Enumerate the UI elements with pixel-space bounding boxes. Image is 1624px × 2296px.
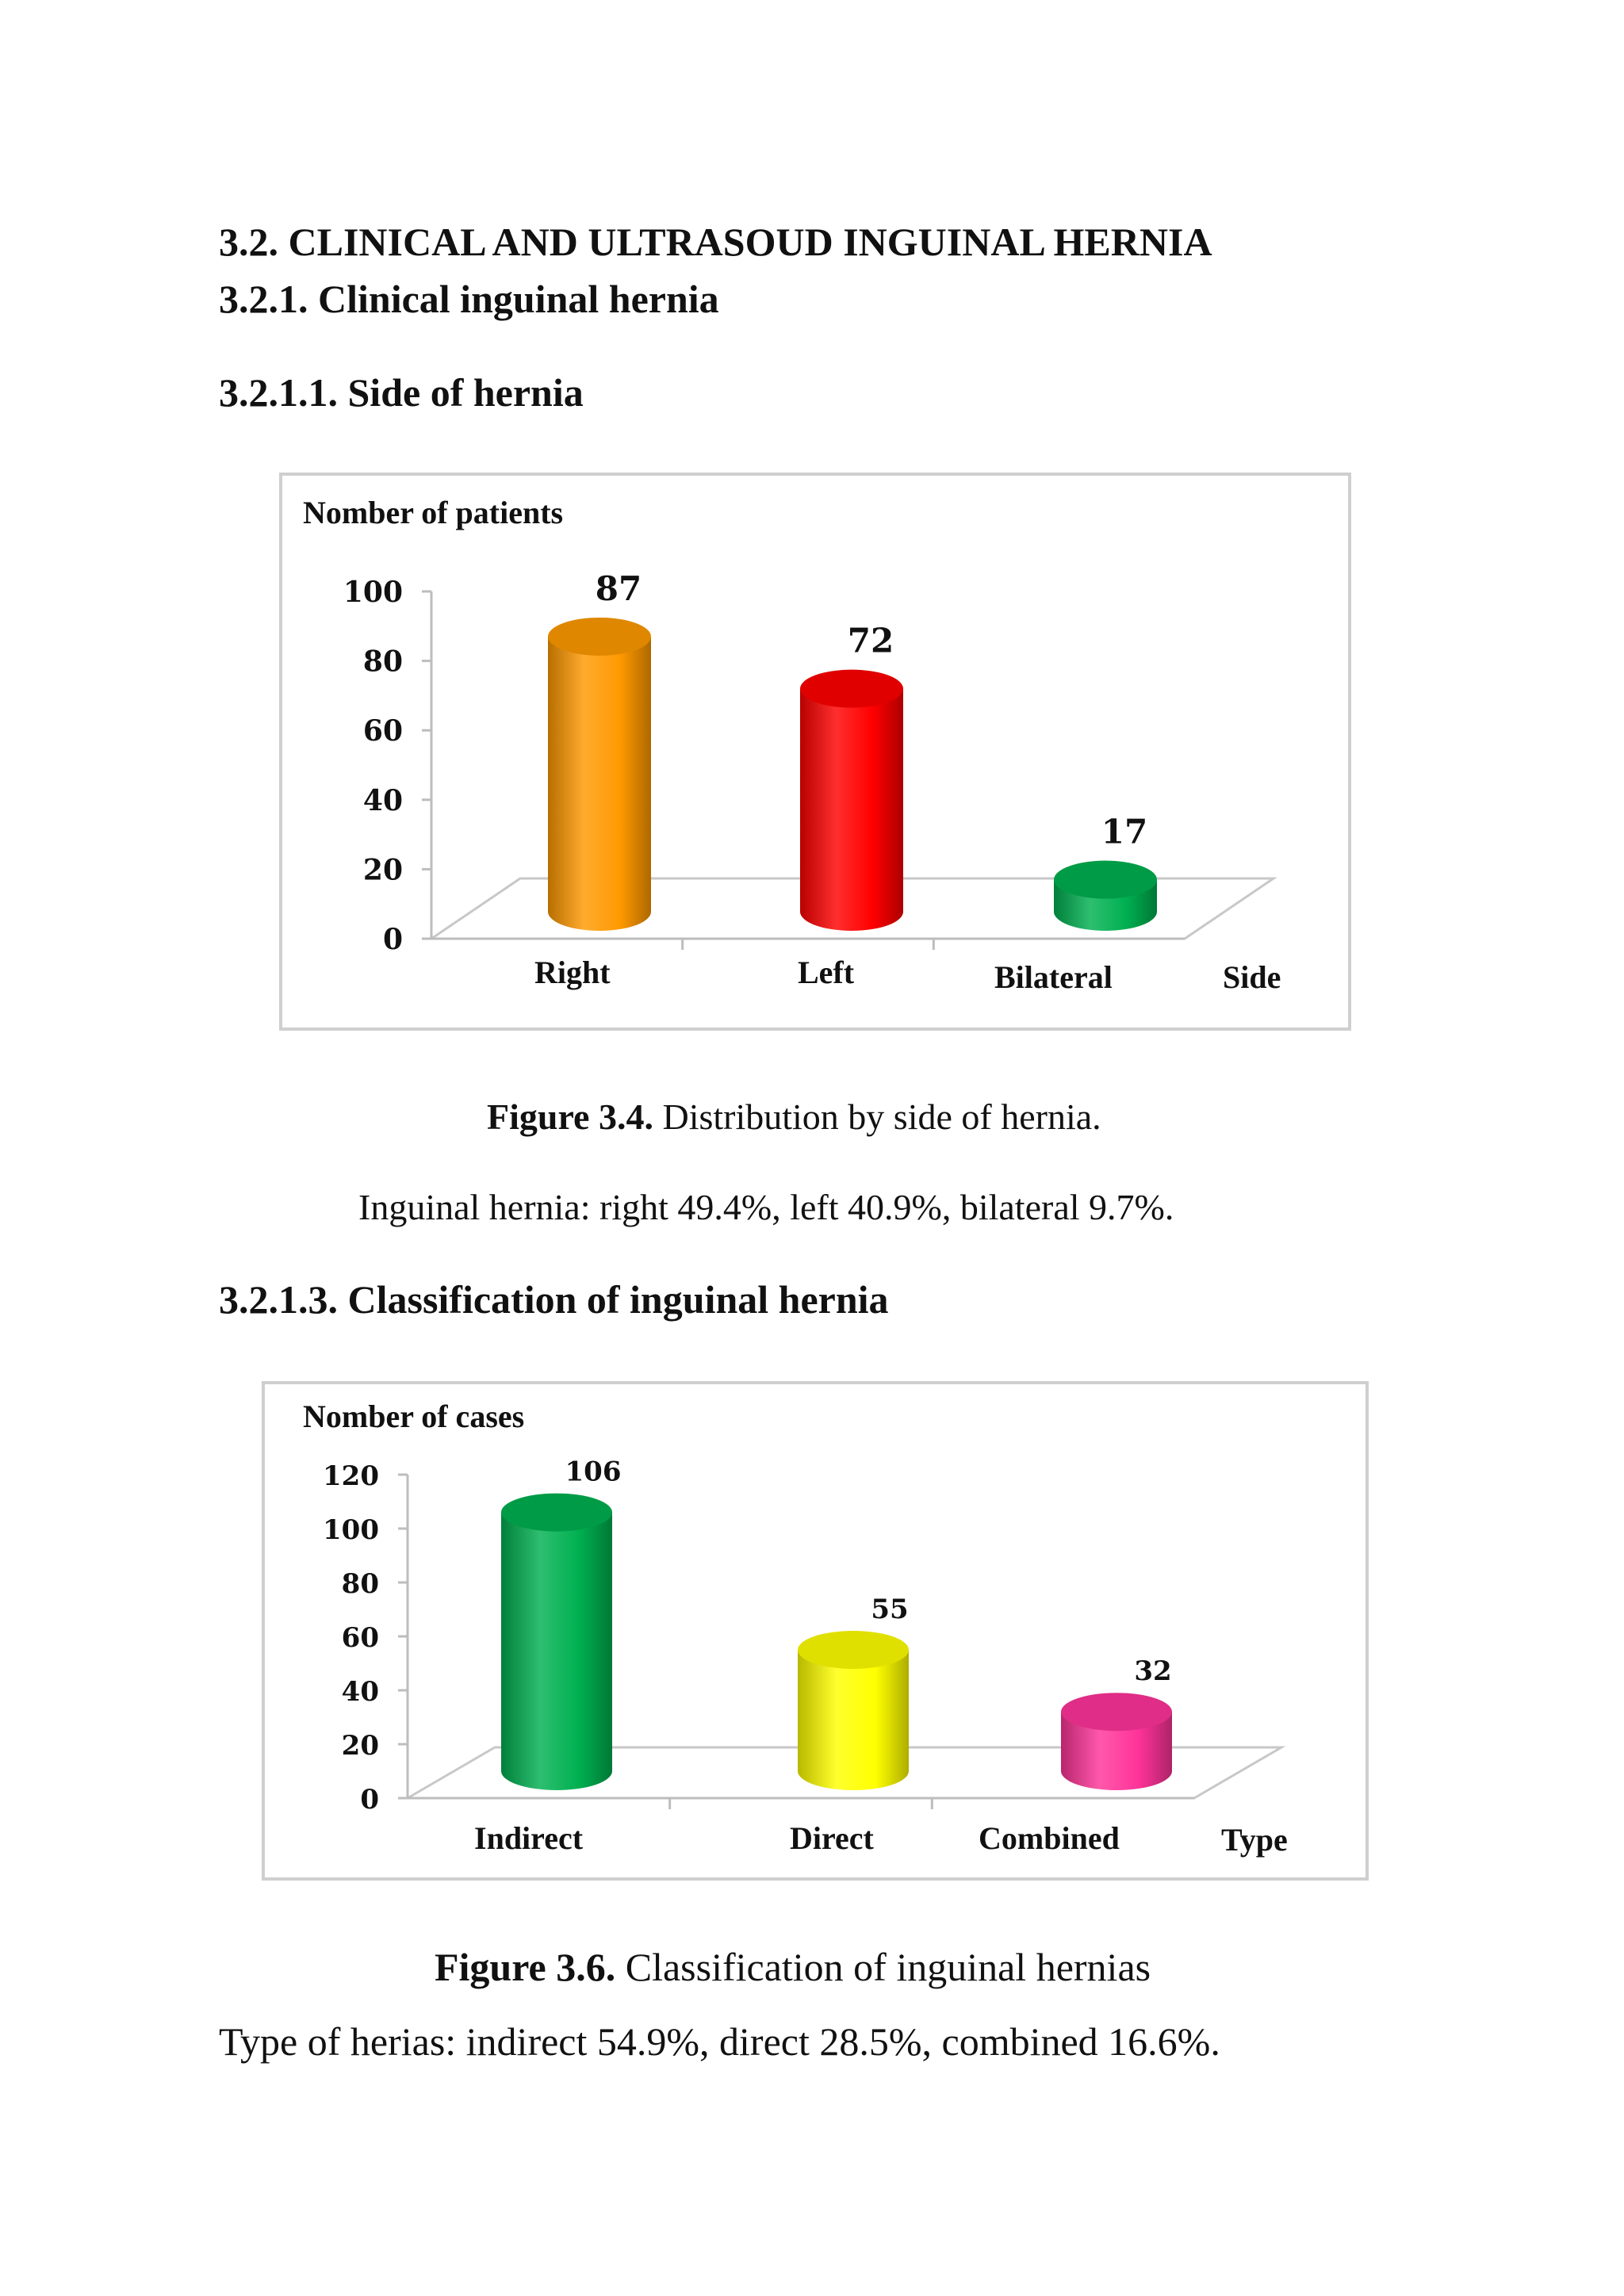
category-label: Left [798,955,855,990]
data-label: 72 [847,621,894,660]
y-tick-label: 40 [362,783,403,817]
data-label: 32 [1134,1655,1172,1688]
category-label: Combined [979,1820,1120,1856]
x-axis-title: Type [1221,1822,1288,1858]
y-tick-label: 120 [323,1460,379,1492]
side-percent-note: Inguinal hernia: right 49.4%, left 40.9%, bilateral 9.7%. [358,1187,1174,1227]
y-tick-label: 0 [382,923,403,956]
bar-combined [1061,1693,1172,1790]
x-axis-title: Side [1223,959,1281,995]
figure-caption-3-4 [487,1096,1101,1138]
bar-top [501,1494,612,1532]
category-label: Bilateral [994,959,1113,995]
chart-side-svg [282,476,1354,1034]
y-tick-label: 80 [362,645,403,679]
type-percent-note: Type of herias: indirect 54.9%, direct 28.5%, combined 16.6%. [219,2019,1220,2064]
y-tick-label: 20 [341,1730,379,1762]
data-label: 106 [565,1456,622,1488]
data-label: 87 [595,568,642,608]
bar-top [800,670,903,708]
bar-bilateral [1054,861,1157,931]
y-axis-title: Nomber of patients [303,495,564,530]
category-label: Indirect [474,1820,584,1856]
y-tick-label: 100 [323,1514,379,1546]
sub-heading-side: 3.2.1.1. Side of hernia [219,370,584,415]
category-label: Direct [790,1820,874,1856]
y-axis-title: Nomber of cases [303,1399,525,1434]
chart-side-of-hernia [279,473,1351,1031]
bar-direct [798,1631,909,1790]
bar-left [800,670,903,931]
figure-caption-3-6 [435,1944,1151,1990]
figure-caption-label: Figure 3.4. [487,1096,653,1137]
figure-caption-text: Classification of inguinal hernias [615,1945,1151,1989]
bar-body [548,637,651,931]
bar-indirect [501,1494,612,1790]
bar-top [1061,1693,1172,1731]
y-tick-label: 60 [341,1622,379,1654]
category-label: Right [534,955,611,990]
bar-right [548,618,651,931]
y-tick-label: 0 [360,1784,379,1816]
y-tick-label: 60 [362,714,403,748]
bar-top [798,1631,909,1669]
y-tick-label: 40 [341,1676,379,1708]
y-tick-label: 80 [341,1568,379,1600]
figure-caption-text: Distribution by side of hernia. [653,1096,1101,1137]
subsection-heading: 3.2.1. Clinical inguinal hernia [219,277,719,321]
figure-caption-label: Figure 3.6. [435,1945,616,1989]
section-heading: 3.2. CLINICAL AND ULTRASOUD INGUINAL HERNIA [219,220,1212,264]
y-tick-label: 20 [362,853,403,887]
data-label: 55 [871,1594,909,1625]
chart-classification-svg [265,1384,1372,1884]
bar-top [548,618,651,656]
bar-top [1054,861,1157,899]
chart-classification [262,1381,1369,1881]
data-label: 17 [1101,812,1148,851]
bar-body [798,1650,909,1790]
bar-body [800,689,903,931]
y-tick-label: 100 [343,576,403,609]
bar-body [501,1513,612,1790]
sub-heading-classification: 3.2.1.3. Classification of inguinal hernia [219,1277,889,1322]
